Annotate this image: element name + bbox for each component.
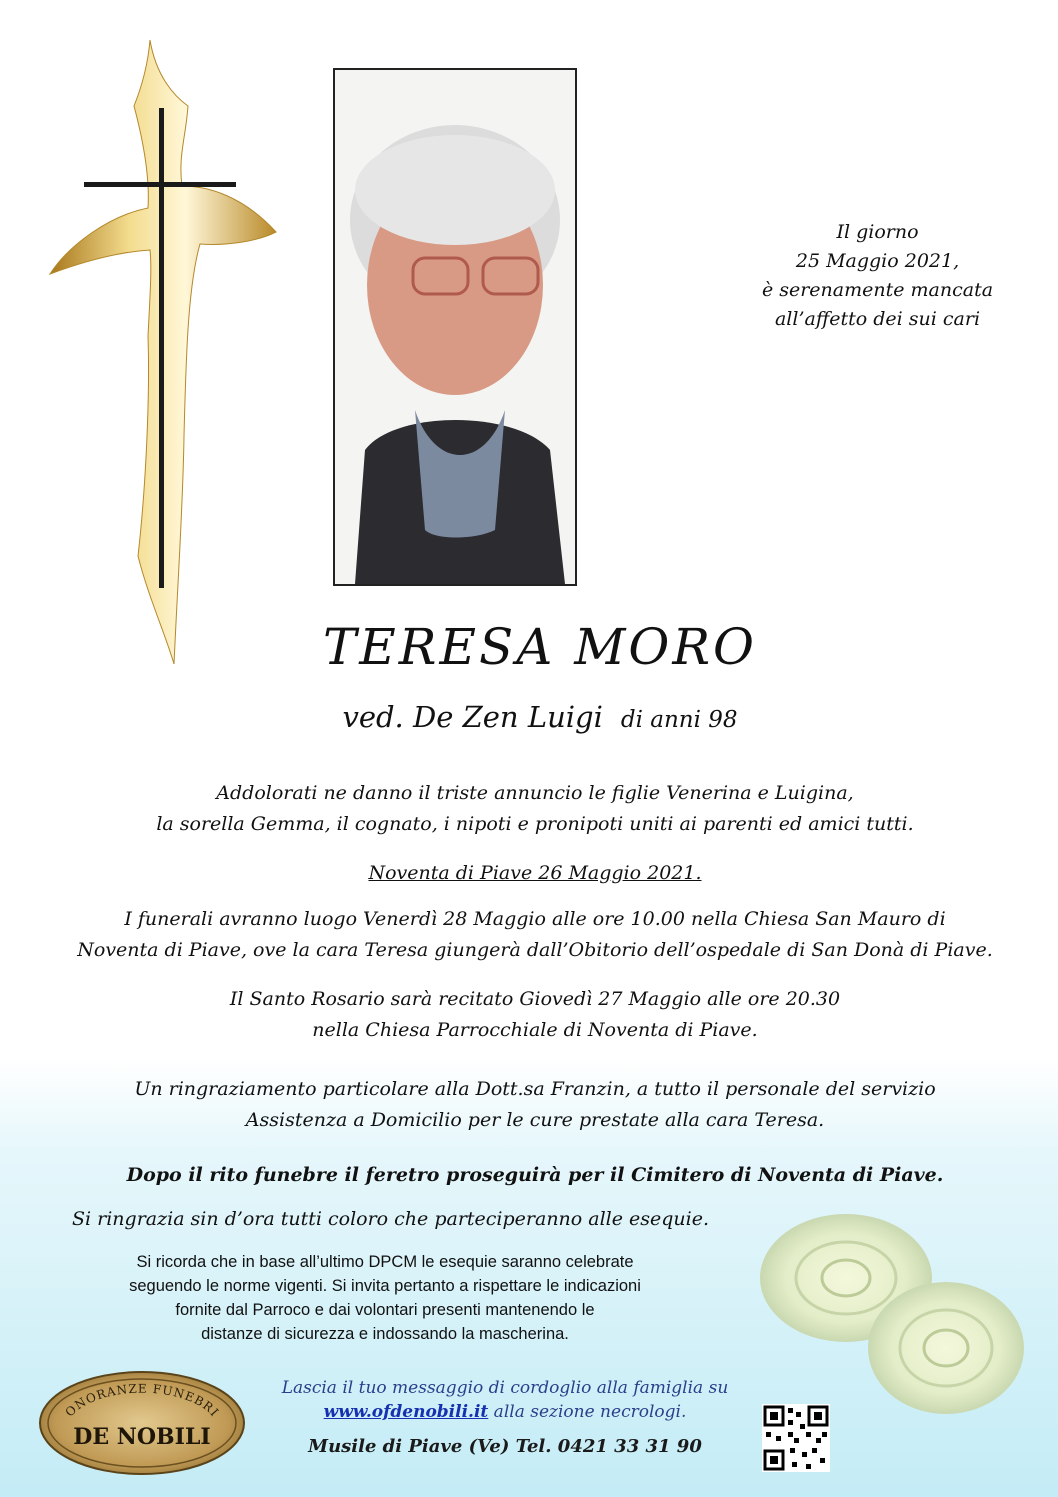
covid-line: seguendo le norme vigenti. Si invita pertanto a rispettare le indicazioni: [129, 1277, 641, 1295]
widow-line: [230, 700, 850, 734]
portrait-illustration: [335, 70, 575, 584]
cross-icon: [38, 36, 288, 676]
date-note-line: Il giorno: [836, 221, 919, 243]
logo-main-text: DE NOBILI: [73, 1424, 211, 1450]
funeral-line: Noventa di Piave, ove la cara Teresa giungerà dall’Obitorio dell’ospedale di San Donà di Piave.: [77, 939, 993, 961]
funeral-line: I funerali avranno luogo Venerdì 28 Maggio alle ore 10.00 nella Chiesa San Mauro di: [124, 908, 946, 930]
announcement-paragraph: [40, 778, 1030, 840]
date-note-line: 25 Maggio 2021,: [795, 250, 960, 272]
thanks-paragraph: [40, 1074, 1030, 1136]
place-date: [40, 858, 1030, 889]
logo-top-text: ONORANZE FUNEBRI: [62, 1381, 222, 1420]
date-note-line: all’affetto dei sui cari: [774, 308, 981, 330]
funeral-home-logo: [38, 1370, 246, 1476]
contact-info: Musile di Piave (Ve) Tel. 0421 33 31 90: [308, 1436, 702, 1457]
covid-line: distanze di sicurezza e indossando la mascherina.: [201, 1325, 569, 1343]
message-line-2-rest: alla sezione necrologi.: [488, 1402, 687, 1422]
website-link[interactable]: www.ofdenobili.it: [323, 1402, 489, 1422]
cemetery-note: Dopo il rito funebre il feretro proseguirà per il Cimitero di Noventa di Piave.: [126, 1164, 944, 1186]
roses-image: [756, 1208, 1026, 1422]
widow-of: ved. De Zen Luigi: [342, 700, 603, 734]
funeral-paragraph: [40, 904, 1030, 966]
rosary-line: Il Santo Rosario sarà recitato Giovedì 27 Maggio alle ore 20.30: [229, 988, 841, 1010]
message-line-2: [240, 1400, 770, 1424]
announcement-line: la sorella Gemma, il cognato, i nipoti e pronipoti uniti ai parenti ed amici tutti.: [156, 813, 914, 835]
date-note: [750, 218, 1005, 334]
thanks-line: Un ringraziamento particolare alla Dott.sa Franzin, a tutto il personale del servizio: [134, 1078, 936, 1100]
condolence-message: [240, 1376, 770, 1424]
rosary-line: nella Chiesa Parrocchiale di Noventa di Piave.: [312, 1019, 758, 1041]
date-note-line: è serenamente mancata: [761, 279, 994, 301]
place-date-text: Noventa di Piave 26 Maggio 2021.: [368, 862, 702, 884]
covid-line: Si ricorda che in base all’ultimo DPCM le esequie saranno celebrate: [136, 1253, 634, 1271]
announcement-line: Addolorati ne danno il triste annuncio le figlie Venerina e Luigina,: [216, 782, 854, 804]
covid-notice: [40, 1250, 730, 1346]
message-line-1: Lascia il tuo messaggio di cordoglio alla famiglia su: [281, 1378, 729, 1398]
rosary-paragraph: [40, 984, 1030, 1046]
deceased-name: TERESA MORO: [322, 618, 758, 676]
portrait-photo: [333, 68, 577, 586]
age: di anni 98: [620, 707, 738, 733]
gratitude-note: Si ringrazia sin d’ora tutti coloro che parteciperanno alle esequie.: [72, 1208, 710, 1230]
thanks-line: Assistenza a Domicilio per le cure prestate alla cara Teresa.: [245, 1109, 825, 1131]
covid-line: fornite dal Parroco e dai volontari presenti mantenendo le: [175, 1301, 595, 1319]
qr-code[interactable]: [762, 1404, 830, 1472]
